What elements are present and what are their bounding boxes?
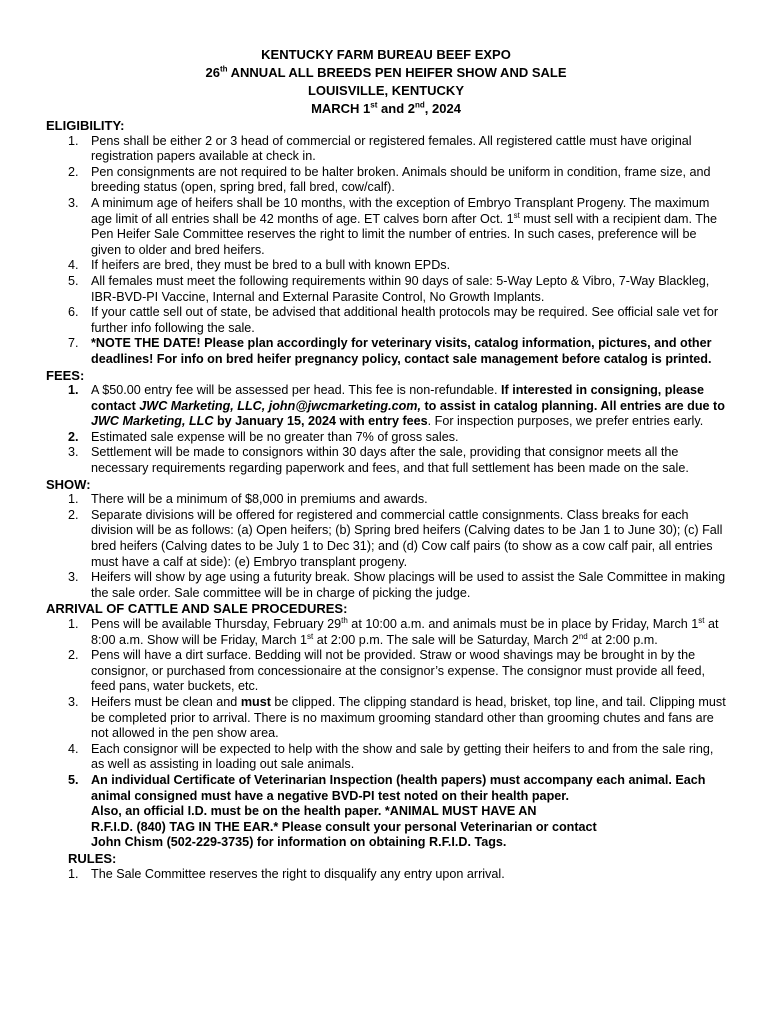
list-item: 3. Settlement will be made to consignors within 30 days after the sale, providing that consignor meets all the necessary requirements regarding paperwork and fees, and that full settlement has been made on the sale. [68,445,689,476]
list-item: 3. Heifers must be clean and must be clipped. The clipping standard is head, brisket, top line, and tail. Clipping must be completed prior to arrival. There is no maximum grooming standard other than grooming chutes and fans are not allowed in the pen show area. [68,694,726,741]
document-header [46,46,726,118]
list-item: 5. All females must meet the following requirements within 90 days of sale: 5-Way Lepto & Vibro, 7-Way Blackleg, IBR-BVD-PI Vaccine, Internal and External Parasite Control, No Growth Implants. [68,273,710,304]
list-item: 7. *NOTE THE DATE! Please plan accordingly for veterinary visits, catalog information, pictures, and other deadlines! For info on bred heifer pregnancy policy, contact sale management before catalog is printed. [68,336,712,366]
list-item: 1. There will be a minimum of $8,000 in premiums and awards. [68,492,428,507]
list-item: 1. A $50.00 entry fee will be assessed per head. This fee is non-refundable. If interested in consigning, please contact JWC Marketing, LLC, john@jwcmarketing.com, to assist in catalog planning. All entries are due to JWC Marketing, LLC by January 15, 2024 with entry fees. For inspection purposes, we prefer entries early. [68,383,725,429]
rules-heading: RULES: [68,850,117,866]
list-item: 2. Estimated sale expense will be no greater than 7% of gross sales. [68,429,459,444]
list-item: 5. An individual Certificate of Veterinarian Inspection (health papers) must accompany each animal. Each animal consigned must have a negative BVD-PI test noted on their health paper. Also, an official I.D. must be on the health paper. *ANIMAL MUST HAVE AN R.F.I.D. (840) TAG IN THE EAR.* Please consult your personal Veterinarian or contact John Chism (502-229-3735) for information on obtaining R.F.I.D. Tags. [68,772,706,850]
eligibility-list [46,134,726,368]
arrival-heading: ARRIVAL OF CATTLE AND SALE PROCEDURES: [46,601,348,617]
eligibility-heading: ELIGIBILITY: [46,118,125,133]
header-line-2: 26th ANNUAL ALL BREEDS PEN HEIFER SHOW AND SALE [205,64,567,80]
show-list [46,492,726,601]
show-heading: SHOW: [46,476,91,492]
list-item: 2. Pen consignments are not required to be halter broken. Animals should be uniform in condition, frame size, and breeding status (open, spring bred, fall bred, cow/calf). [68,164,711,195]
list-item: 2. Pens will have a dirt surface. Bedding will not be provided. Straw or wood shavings may be brought in by the consignor, or purchased from concessionaire at the consignor’s expense. The consignor must provide all feed, feed pans, water buckets, etc. [68,648,705,694]
list-item: 1. Pens shall be either 2 or 3 head of commercial or registered females. All registered cattle must have original registration papers available at check in. [68,133,692,164]
arrival-list [46,617,726,851]
header-line-4: MARCH 1st and 2nd, 2024 [311,100,461,116]
document-page [46,46,726,882]
list-item: 6. If your cattle sell out of state, be advised that additional health protocols may be required. See official sale vet for further info following the sale. [68,305,719,335]
fees-list [46,383,726,477]
list-item: 1. The Sale Committee reserves the right to disqualify any entry upon arrival. [68,866,505,881]
list-item: 4. If heifers are bred, they must be bred to a bull with known EPDs. [68,258,451,273]
list-item: 2. Separate divisions will be offered for registered and commercial cattle consignments. Class breaks for each division will be as follows: (a) Open heifers; (b) Spring bred heifers (Calving dates to be Jan 1 to June 30); (c) Fall bred heifers (Calving dates to be July 1 to Dec 31); and (d) Cow calf pairs (to show as a cow calf pair, all entries must have a calf at side): (e) Embryo transplant progeny. [68,507,723,569]
list-item: 4. Each consignor will be expected to help with the show and sale by getting their heifers to and from the sale ring, as well as assisting in loading out sale animals. [68,741,714,772]
list-item: 3. Heifers will show by age using a futurity break. Show placings will be used to assist the Sale Committee in making the sale order. Sale committee will be in charge of picking the judge. [68,570,726,600]
fees-heading: FEES: [46,367,85,383]
list-item: 1. Pens will be available Thursday, February 29th at 10:00 a.m. and animals must be in place by Friday, March 1st at 8:00 a.m. Show will be Friday, March 1st at 2:00 p.m. The sale will be Saturday, March 2nd at 2:00 p.m. [68,615,719,647]
header-line-3: LOUISVILLE, KENTUCKY [307,83,464,98]
header-line-1: KENTUCKY FARM BUREAU BEEF EXPO [261,47,511,62]
list-item: 3. A minimum age of heifers shall be 10 months, with the exception of Embryo Transplant Progeny. The maximum age limit of all entries shall be 42 months of age. ET calves born after Oct. 1st must sell with a recipient dam. The Pen Heifer Sale Committee reserves the right to limit the number of entries. In such cases, preference will be given to older and bred heifers. [68,195,717,257]
rules-list [46,867,726,883]
